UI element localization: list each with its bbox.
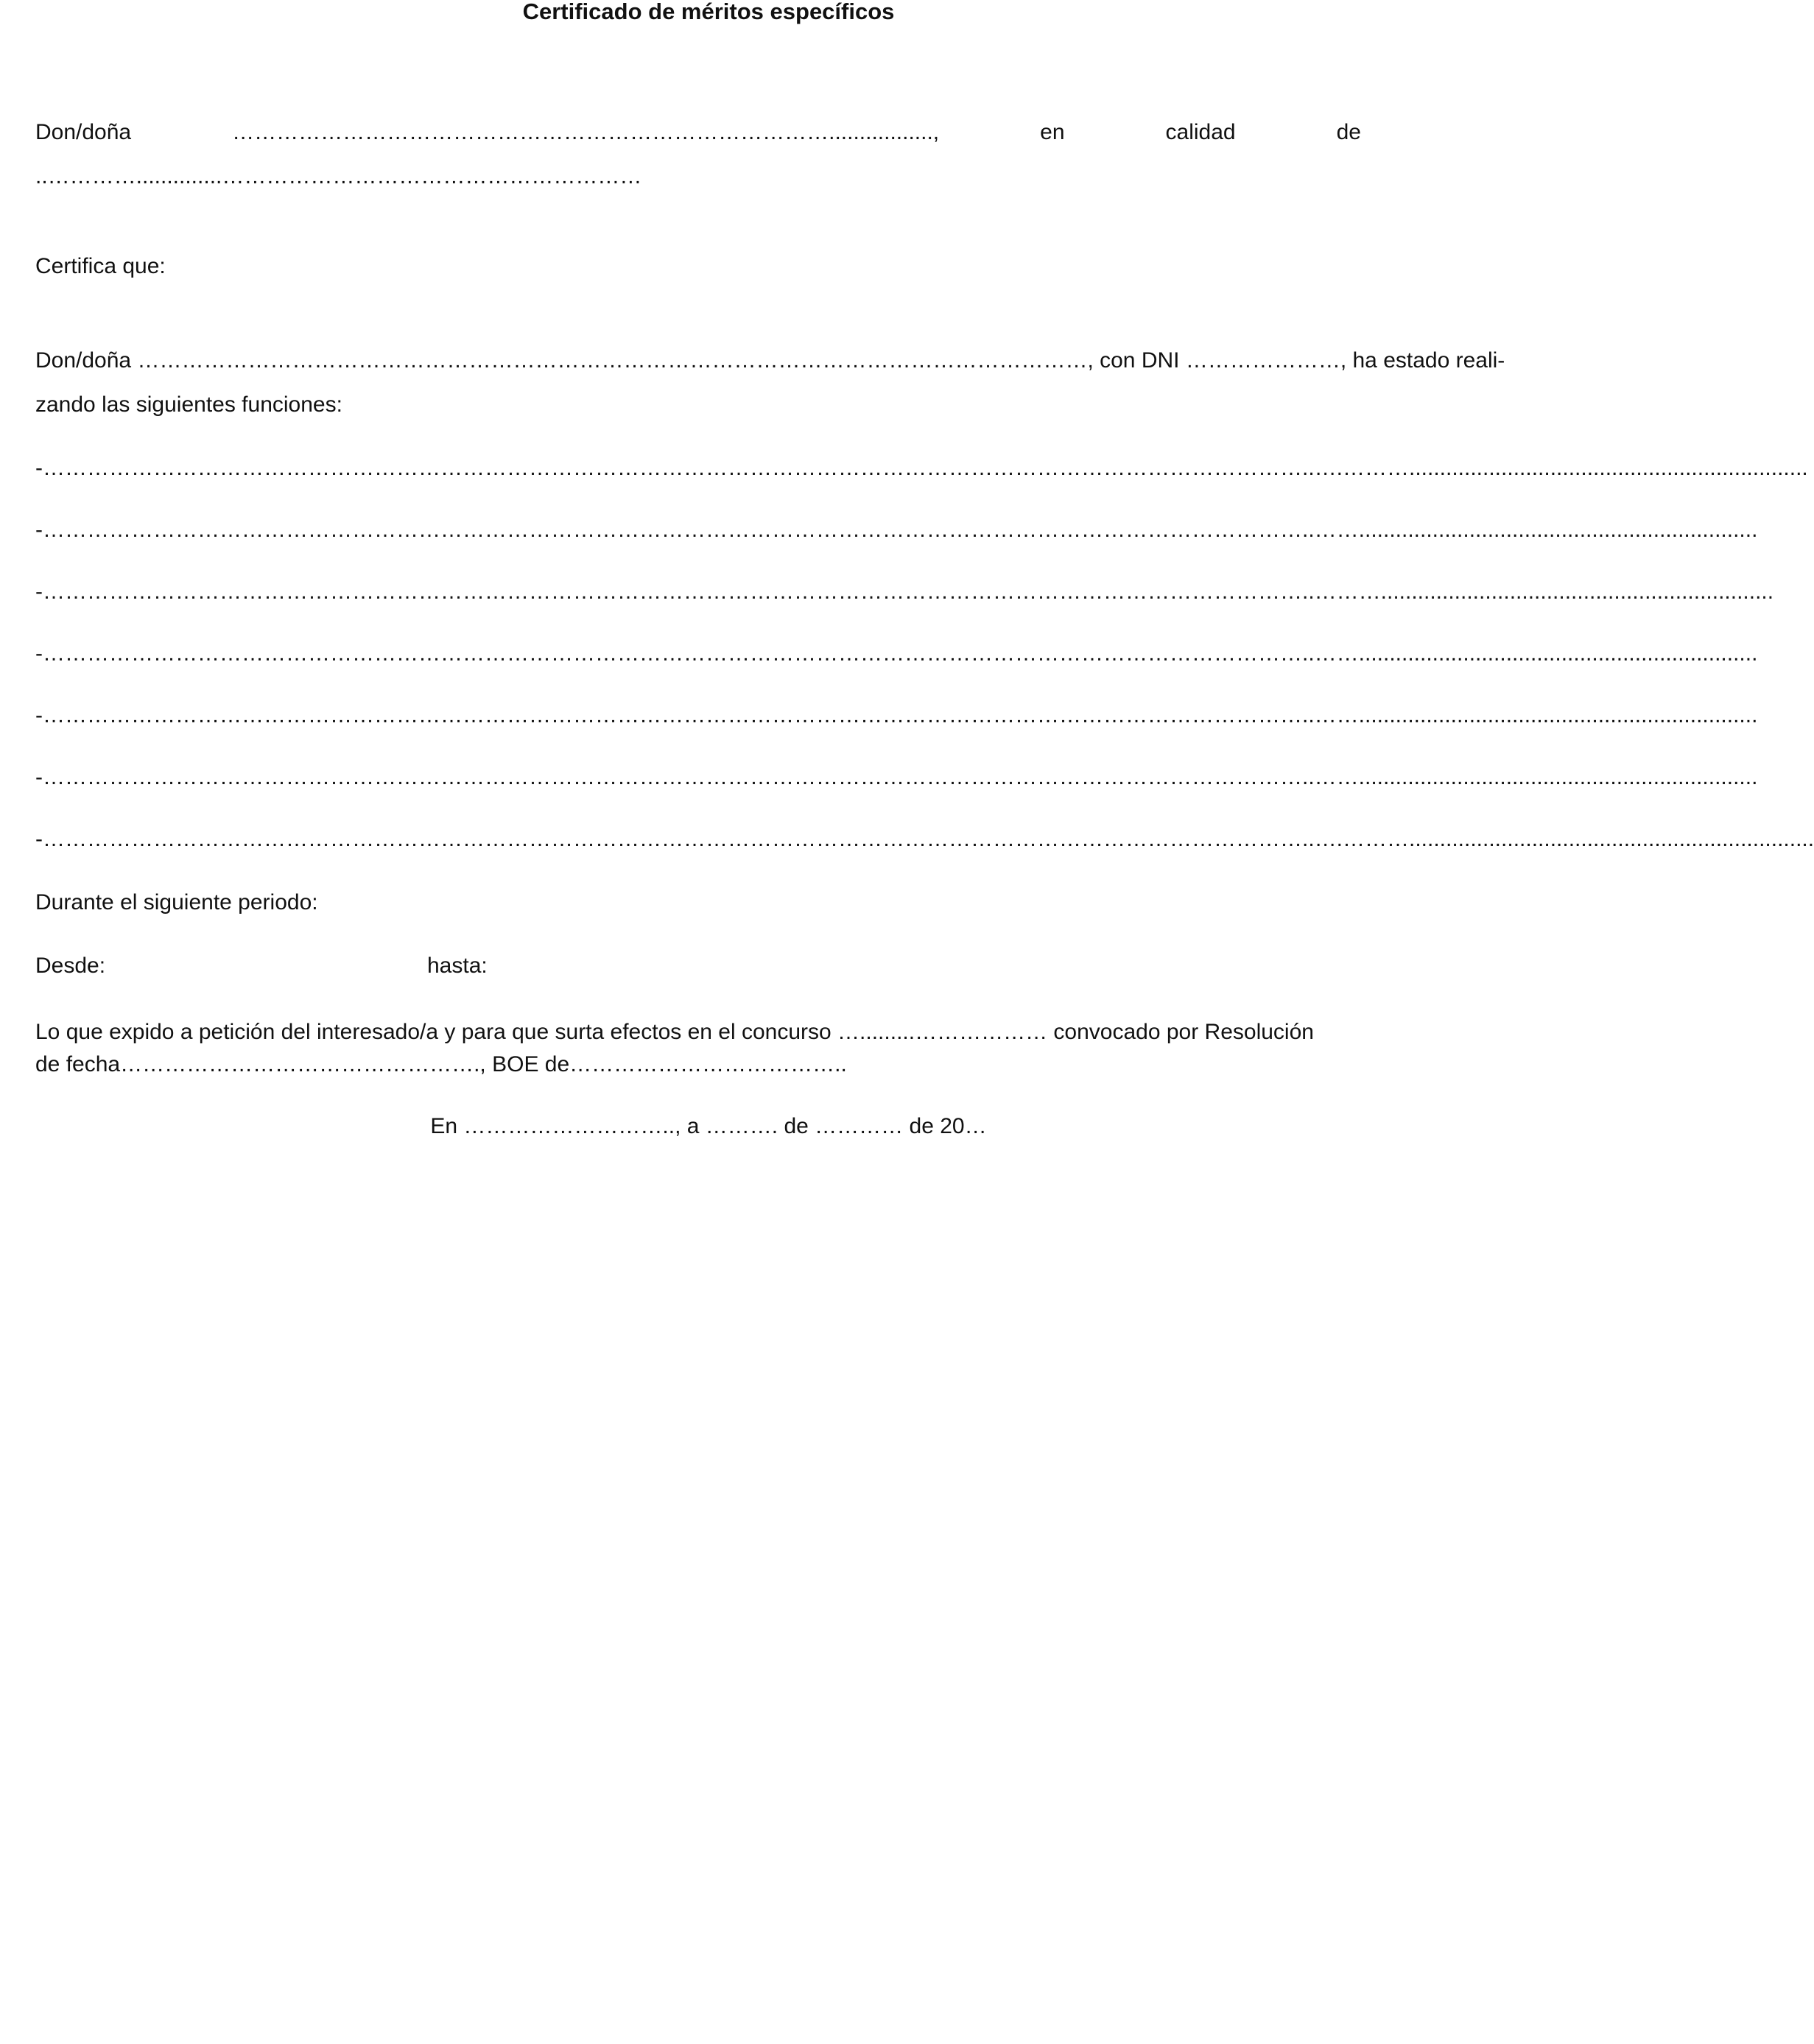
function-line-6: -………………………………………………………………………………………………………………………………………………………..…….................................................................	[35, 765, 1758, 789]
function-line-5: -………………………………………………………………………………………………………………………………………………………..…….................................................................	[35, 703, 1758, 727]
function-line-7: -………………………………………………………………………………………………………………………………………………………..….………..................................................................	[35, 827, 1814, 851]
closing-line-1: Lo que expido a petición del interesado/a y para que surta efectos en el concurso ….........……………… convocado por Resolución	[35, 1020, 1314, 1044]
closing-line-2: de fecha…………………………………………., BOE de………………………………..	[35, 1052, 847, 1076]
desde-label: Desde:	[35, 954, 106, 978]
person-line-2: zando las siguientes funciones:	[35, 392, 342, 417]
document-title: Certificado de méritos específicos	[522, 0, 895, 24]
calidad-word: calidad	[1165, 120, 1236, 144]
certifica-label: Certifica que:	[35, 254, 166, 278]
don-label: Don/doña	[35, 120, 132, 144]
hasta-label: hasta:	[427, 954, 488, 978]
function-line-1: -………………………………………………………………………………………………………………………………………………………..….……….................................................................	[35, 456, 1808, 480]
signature-place-date: En ……………………….., a ………. de ………… de 20…	[430, 1114, 987, 1138]
capacity-blank: ..…………..............…………………………………………………	[35, 164, 642, 188]
en-word: en	[1040, 120, 1065, 144]
function-line-3: -………………………………………………………………………………………………………………………………………………………..………................................................................	[35, 579, 1774, 604]
function-line-4: -………………………………………………………………………………………………………………………………………………………..…….................................................................	[35, 641, 1758, 666]
person-line-1: Don/doña …………………………………………………………………………………………………………………, con DNI …………………, ha estado reali-	[35, 348, 1505, 373]
header-line-1	[35, 118, 1361, 147]
function-line-2: -………………………………………………………………………………………………………………………………………………………..…….................................................................	[35, 518, 1758, 542]
de-word: de	[1336, 120, 1361, 144]
period-label: Durante el siguiente periodo:	[35, 890, 318, 914]
name-blank: ……………………………………………………………………….................,	[232, 120, 940, 144]
period-dates	[35, 951, 488, 981]
